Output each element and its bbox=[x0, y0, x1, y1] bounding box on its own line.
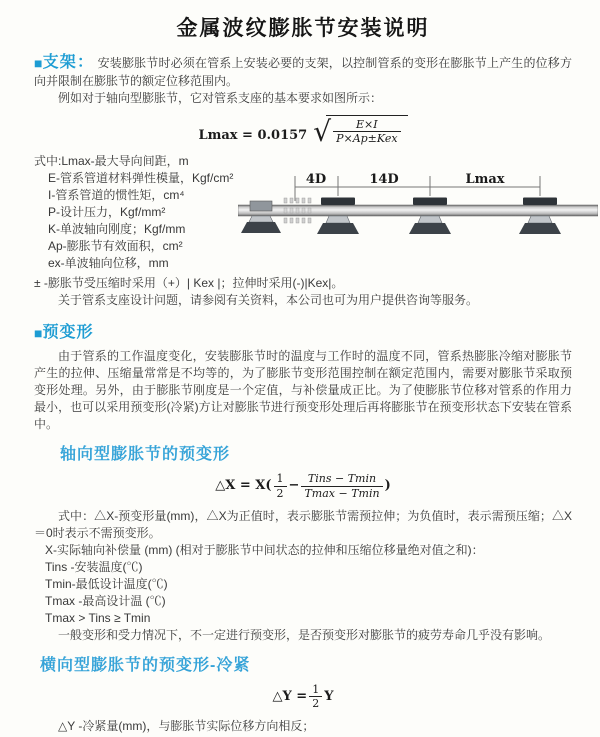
fraction-numerator: 1 bbox=[276, 472, 284, 486]
dim-label-lmax: Lmax bbox=[465, 172, 505, 188]
lmax-formula bbox=[34, 115, 572, 149]
definition-line: I-管系管道的惯性矩，cm⁴ bbox=[48, 188, 185, 203]
lateral-subheading: 横向型膨胀节的预变形-冷紧 bbox=[40, 656, 251, 674]
definition-line: ex-单波轴向位移，mm bbox=[48, 256, 169, 271]
lmax-fraction bbox=[333, 118, 400, 145]
fraction-numerator: Tins − Tmin bbox=[307, 472, 377, 486]
temperature-fraction bbox=[301, 472, 382, 499]
closing-paren: ) bbox=[384, 478, 391, 494]
temp-line: Tins -安装温度(℃) bbox=[45, 559, 143, 574]
x-definition: X-实际轴向补偿量 (mm) (相对于膨胀节中间状态的拉伸和压缩位移量绝对值之和)： bbox=[45, 542, 484, 557]
radical-sign-icon: √ bbox=[313, 115, 332, 149]
definition-line: 式中:Lmax-最大导向间距，m bbox=[34, 154, 189, 169]
half-fraction bbox=[274, 472, 287, 499]
service-note: 关于管系支座设计问题，请参阅有关资料，本公司也可为用户提供咨询等服务。 bbox=[58, 293, 479, 308]
axial-subheading: 轴向型膨胀节的预变形 bbox=[60, 446, 231, 464]
fraction-denominator: Tmax − Tmin bbox=[301, 486, 382, 500]
lmax-denominator: P×Ap±Kex bbox=[333, 131, 400, 145]
predeform-section-title: 预变形 bbox=[42, 324, 94, 342]
definition-line: K-单波轴向刚度；Kgf/mm bbox=[48, 222, 186, 237]
definition-line: E-管系管道材料弹性模量，Kgf/cm² bbox=[48, 171, 234, 186]
lmax-numerator: E×I bbox=[356, 118, 378, 131]
page-title: 金属波纹膨胀节安装说明 bbox=[176, 17, 430, 40]
lateral-predeform-formula bbox=[34, 683, 572, 710]
definition-line: Ap-膨胀节有效面积，cm² bbox=[48, 239, 183, 254]
section-square-icon: ■ bbox=[34, 325, 43, 342]
lmax-formula-lhs: Lmax = 0.0157 bbox=[198, 128, 308, 144]
definition-line: P-设计压力，Kgf/mm² bbox=[48, 205, 166, 220]
lateral-note: △Y -冷紧量(mm)，与膨胀节实际位移方向相反； bbox=[58, 719, 315, 734]
lateral-formula-rhs: Y bbox=[324, 688, 334, 704]
support-section-lead bbox=[34, 54, 572, 90]
pipe-support-diagram bbox=[238, 165, 598, 261]
temp-line: Tmax -最高设计温 (℃) bbox=[45, 593, 166, 608]
fraction-denominator: 2 bbox=[309, 696, 322, 710]
temp-line: Tmin-最低设计温度(℃) bbox=[45, 576, 168, 591]
axial-formula-explain: 式中：△X-预变形量(mm)，△X为正值时，表示膨胀节需预拉伸；为负值时，表示需预压缩；△X＝0时表示不需预变形。 bbox=[34, 508, 572, 540]
support-section-title: 支架： bbox=[42, 54, 95, 71]
lateral-formula-lhs: △Y = bbox=[272, 688, 308, 704]
support-intro-text: 安装膨胀节时必须在管系上安装必要的支架，以控制管系的变形在膨胀节上产生的位移方向并限制在膨胀节的额定位移范围内。 bbox=[34, 56, 572, 88]
predeform-section-heading bbox=[34, 319, 572, 342]
dim-label-4d: 4D bbox=[305, 172, 327, 188]
axial-formula-lhs: △X = X( bbox=[215, 478, 272, 494]
radicand bbox=[326, 115, 407, 145]
fraction-numerator: 1 bbox=[312, 682, 320, 696]
temp-line: Tmax > Tins ≥ Tmin bbox=[45, 610, 151, 625]
sign-convention-note: ± -膨胀节受压缩时采用（+）| Kex |；拉伸时采用(-)|Kex|。 bbox=[34, 276, 344, 291]
section-square-icon: ■ bbox=[34, 55, 43, 71]
fraction-denominator: 2 bbox=[274, 486, 287, 500]
axial-predeform-formula bbox=[34, 472, 572, 499]
support-example-text: 例如对于轴向型膨胀节，它对管系支座的基本要求如图所示： bbox=[58, 91, 383, 105]
sqrt-group bbox=[313, 115, 407, 149]
axial-note: 一般变形和受力情况下，不一定进行预变形，是否预变形对膨胀节的疲劳寿命几乎没有影响。 bbox=[58, 627, 551, 642]
predeform-body-text: 由于管系的工作温度变化，安装膨胀节时的温度与工作时的温度不同，管系热膨胀冷缩对膨胀节产生的拉伸、压缩量常常是不均等的，为了膨胀节变形范围控制在额定范围内，需要对膨胀节采取预变形处理。另外，由于膨胀节刚度是一个定值，与补偿量成正比。为了使膨胀节位移对管系的作用力最小，也可以采用预变形(冷紧)方让对膨胀节进行预变形处理后再将膨胀节在预变形状态下安装在管系中。 bbox=[34, 349, 572, 432]
minus-sign: − bbox=[288, 478, 300, 494]
definitions-and-diagram bbox=[34, 153, 572, 275]
dim-label-14d: 14D bbox=[369, 172, 399, 188]
half-fraction bbox=[309, 683, 322, 710]
